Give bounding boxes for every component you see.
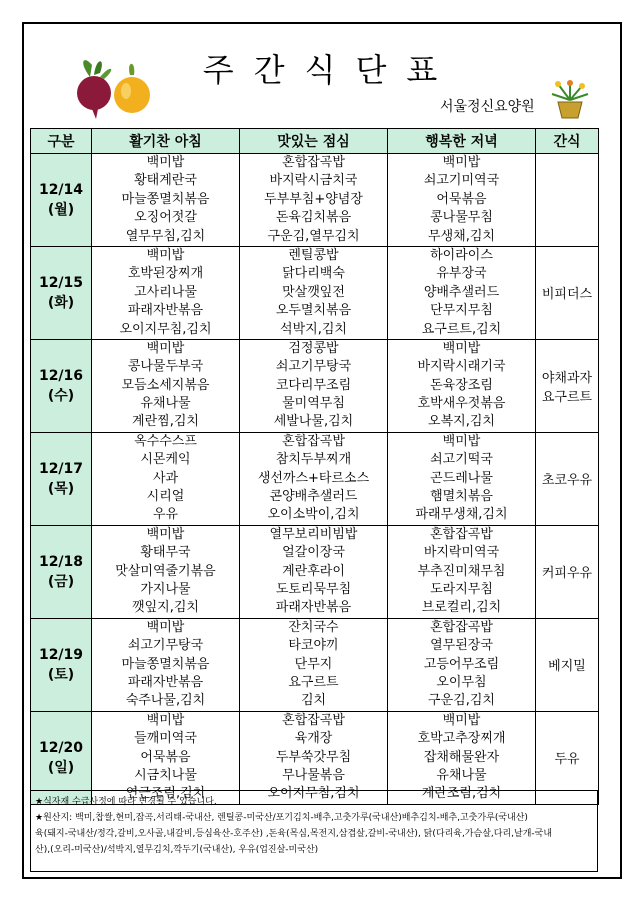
menu-item: 백미밥 xyxy=(146,155,185,170)
menu-item: 황태계란국 xyxy=(134,173,197,189)
menu-item: 파래자반볶음 xyxy=(127,674,204,690)
menu-item: 석박지,김치 xyxy=(280,321,347,337)
note-origin-line-1: ★원산지: 백미,찹쌀,현미,잡곡,서리태-국내산, 렌틸콩-미국산/포기김치-배추,고춧가루(국내산)배추김치-배추,고춧가루(국내산) xyxy=(35,813,528,823)
day-cell xyxy=(31,432,92,525)
menu-item: 오이소박이,김치 xyxy=(267,507,360,523)
table-row xyxy=(31,618,599,711)
menu-item: 숙주나물,김치 xyxy=(125,693,206,709)
menu-item: 오이무침 xyxy=(436,674,487,690)
menu-item: 단무지 xyxy=(294,656,333,672)
menu-item: 콩나물두부국 xyxy=(127,359,204,375)
dinner-cell xyxy=(388,432,536,525)
menu-item: 계란후라이 xyxy=(282,563,345,579)
menu-item: 도토리묵무침 xyxy=(275,581,352,597)
breakfast-cell xyxy=(92,525,240,618)
breakfast-cell xyxy=(92,618,240,711)
menu-item: 곤드레나물 xyxy=(430,470,493,486)
menu-item: 혼합잡곡밥 xyxy=(430,619,493,635)
breakfast-cell xyxy=(92,339,240,432)
menu-item: 두부부침+양념장 xyxy=(264,191,363,207)
day-date: 12/16 xyxy=(38,367,84,384)
day-cell xyxy=(31,339,92,432)
day-weekday: (화) xyxy=(47,294,75,311)
day-cell xyxy=(31,525,92,618)
menu-item: 잔치국수 xyxy=(288,619,339,635)
menu-item: 오두멸치볶음 xyxy=(275,303,352,319)
menu-item: 혼합잡곡밥 xyxy=(282,155,345,170)
snack-cell: 비피더스 xyxy=(536,246,599,339)
menu-item: 쇠고기무탕국 xyxy=(127,638,204,654)
table-header-row xyxy=(31,129,599,154)
menu-item: 백미밥 xyxy=(146,619,185,635)
dinner-cell xyxy=(388,618,536,711)
menu-item: 생선까스+타르소스 xyxy=(257,470,370,486)
weekly-menu-table xyxy=(30,128,599,805)
menu-item: 쇠고기떡국 xyxy=(430,452,493,468)
menu-item: 타코야끼 xyxy=(288,638,339,654)
snack-cell: 베지밀 xyxy=(536,618,599,711)
menu-item: 맛살미역줄기볶음 xyxy=(115,563,216,579)
potted-plant-illustration xyxy=(548,80,592,120)
vegetables-illustration xyxy=(70,55,160,120)
dinner-cell xyxy=(388,246,536,339)
lunch-cell xyxy=(240,339,388,432)
menu-item: 계란찜,김치 xyxy=(132,414,199,430)
menu-item: 하이라이스 xyxy=(430,247,493,263)
menu-item: 어묵볶음 xyxy=(140,749,191,765)
table-row xyxy=(31,525,599,618)
menu-item: 마늘쫑멸치볶음 xyxy=(121,656,210,672)
day-date: 12/15 xyxy=(38,274,84,291)
menu-item: 얼갈이장국 xyxy=(282,545,345,561)
menu-item: 콘양배추샐러드 xyxy=(269,489,358,505)
menu-item: 단무지무침 xyxy=(430,303,493,319)
menu-item: 호박된장찌개 xyxy=(127,266,204,282)
menu-item: 계란조림,김치 xyxy=(421,786,502,802)
menu-item: 백미밥 xyxy=(442,155,481,170)
menu-item: 열무보리비빔밥 xyxy=(269,526,358,542)
menu-item: 세발나물,김치 xyxy=(273,414,354,430)
menu-item: 햄멸치볶음 xyxy=(430,489,493,505)
menu-item: 육개장 xyxy=(294,731,333,747)
organization-name: 서울정신요양원 xyxy=(440,99,535,115)
menu-item: 쇠고기무탕국 xyxy=(275,359,352,375)
lunch-cell xyxy=(240,525,388,618)
snack-cell: 초코우유 xyxy=(536,432,599,525)
menu-item: 고사리나물 xyxy=(134,284,197,300)
snack-cell: 커피우유 xyxy=(536,525,599,618)
menu-item: 코다리무조림 xyxy=(275,377,352,393)
note-change-notice: ★식자재 수급사정에 따라 변경될 수 있습니다. xyxy=(35,797,217,807)
breakfast-cell xyxy=(92,154,240,247)
menu-item: 무생채,김치 xyxy=(428,228,495,244)
day-weekday: (월) xyxy=(47,201,75,218)
menu-item: 마늘쫑멸치볶음 xyxy=(121,191,210,207)
menu-item: 오징어젓갈 xyxy=(134,210,197,226)
menu-item: 혼합잡곡밥 xyxy=(430,526,493,542)
menu-item: 바지락시금치국 xyxy=(269,173,358,189)
menu-item: 고등어무조림 xyxy=(423,656,500,672)
lunch-cell xyxy=(240,154,388,247)
menu-item: 깻잎지,김치 xyxy=(132,600,199,616)
menu-item: 사과 xyxy=(152,470,179,486)
day-date: 12/17 xyxy=(38,460,84,477)
menu-item: 옥수수스프 xyxy=(134,433,197,449)
menu-item: 부추진미채무침 xyxy=(417,563,506,579)
day-cell xyxy=(31,618,92,711)
menu-item: 검정콩밥 xyxy=(288,340,339,356)
menu-item: 파래자반볶음 xyxy=(127,303,204,319)
menu-item: 쇠고기미역국 xyxy=(423,173,500,189)
column-header-lunch: 맛있는 점심 xyxy=(240,129,388,154)
menu-item: 모듬소세지볶음 xyxy=(121,377,210,393)
menu-item: 렌틸콩밥 xyxy=(288,247,339,263)
day-date: 12/14 xyxy=(38,181,84,198)
menu-item: 콩나물무침 xyxy=(430,210,493,226)
dinner-cell xyxy=(388,525,536,618)
dinner-cell xyxy=(388,339,536,432)
menu-item: 돈육김치볶음 xyxy=(275,210,352,226)
column-header-breakfast: 활기찬 아침 xyxy=(92,129,240,154)
menu-item: 오이지무침,김치 xyxy=(119,321,212,337)
menu-item: 시금치나물 xyxy=(134,767,197,783)
menu-item: 혼합잡곡밥 xyxy=(282,433,345,449)
menu-item: 시몬케익 xyxy=(140,452,191,468)
day-cell xyxy=(31,154,92,247)
note-origin-line-3: 산),(오리-미국산)/석박지,열무김치,깍두기(국내산), 우유(업진살-미국산) xyxy=(35,845,319,855)
menu-item: 도라지무침 xyxy=(430,581,493,597)
menu-item: 열무무침,김치 xyxy=(125,228,206,244)
menu-item: 두부쑥갓무침 xyxy=(275,749,352,765)
menu-item: 김치 xyxy=(300,693,327,709)
menu-item: 바지락미역국 xyxy=(423,545,500,561)
menu-item: 백미밥 xyxy=(442,340,481,356)
menu-item: 유부장국 xyxy=(436,266,487,282)
menu-item: 닭다리백숙 xyxy=(282,266,345,282)
menu-item: 백미밥 xyxy=(442,433,481,449)
menu-item: 들깨미역국 xyxy=(134,731,197,747)
menu-item: 참치두부찌개 xyxy=(275,452,352,468)
menu-item: 백미밥 xyxy=(146,340,185,356)
lunch-cell xyxy=(240,432,388,525)
menu-item: 백미밥 xyxy=(146,526,185,542)
menu-item: 잡채해물완자 xyxy=(423,749,500,765)
menu-item: 오이지무침,김치 xyxy=(267,786,360,802)
menu-item: 오복지,김치 xyxy=(428,414,495,430)
menu-item: 양배추샐러드 xyxy=(423,284,500,300)
menu-item: 물미역무침 xyxy=(282,396,345,412)
menu-item: 가지나물 xyxy=(140,581,191,597)
table-row xyxy=(31,246,599,339)
menu-item: 무나물볶음 xyxy=(282,767,345,783)
menu-item: 파래무생채,김치 xyxy=(415,507,508,523)
page-title: 주간식단표 xyxy=(202,51,458,89)
day-weekday: (수) xyxy=(47,387,75,404)
lunch-cell xyxy=(240,246,388,339)
day-weekday: (금) xyxy=(47,573,75,590)
snack-cell: 야채과자 요구르트 xyxy=(536,339,599,432)
notes-box xyxy=(30,790,598,872)
menu-item: 황태무국 xyxy=(140,545,191,561)
lunch-cell xyxy=(240,618,388,711)
menu-item: 요구르트 xyxy=(288,674,339,690)
menu-item: 맛살깻잎전 xyxy=(282,284,345,300)
column-header-dinner: 행복한 저녁 xyxy=(388,129,536,154)
column-header-snack: 간식 xyxy=(536,129,599,154)
day-date: 12/18 xyxy=(38,553,84,570)
menu-item: 시리얼 xyxy=(146,489,185,505)
breakfast-cell xyxy=(92,432,240,525)
table-row xyxy=(31,154,599,247)
menu-item: 우유 xyxy=(152,507,179,523)
menu-item: 호박새우젓볶음 xyxy=(417,396,506,412)
menu-item: 브로컬리,김치 xyxy=(421,600,502,616)
menu-item: 어묵볶음 xyxy=(436,191,487,207)
snack-cell: 두유 xyxy=(536,711,599,804)
table-row xyxy=(31,339,599,432)
dinner-cell xyxy=(388,154,536,247)
menu-item: 연근조림,김치 xyxy=(125,786,206,802)
menu-item: 호박고추장찌개 xyxy=(417,731,506,747)
menu-item: 유채나물 xyxy=(436,767,487,783)
menu-item: 유채나물 xyxy=(140,396,191,412)
menu-item: 백미밥 xyxy=(146,712,185,728)
menu-item: 바지락시래기국 xyxy=(417,359,506,375)
day-cell xyxy=(31,246,92,339)
menu-item: 구운김,열무김치 xyxy=(267,228,360,244)
menu-item: 구운김,김치 xyxy=(428,693,495,709)
menu-item: 열무된장국 xyxy=(430,638,493,654)
menu-item: 요구르트,김치 xyxy=(421,321,502,337)
day-date: 12/19 xyxy=(38,646,84,663)
day-date: 12/20 xyxy=(38,739,84,756)
menu-item: 백미밥 xyxy=(442,712,481,728)
menu-item: 파래자반볶음 xyxy=(275,600,352,616)
day-weekday: (목) xyxy=(47,480,75,497)
menu-item: 혼합잡곡밥 xyxy=(282,712,345,728)
column-header-category: 구분 xyxy=(31,129,92,154)
table-row xyxy=(31,432,599,525)
breakfast-cell xyxy=(92,246,240,339)
menu-item: 돈육장조림 xyxy=(430,377,493,393)
snack-cell xyxy=(536,154,599,247)
day-weekday: (토) xyxy=(47,666,75,683)
menu-item: 백미밥 xyxy=(146,247,185,263)
note-origin-line-2: 육(돼지-국내산/정각,갈비,오사골,내갈비,등심육산-호주산) ,돈육(목심,목전지,삼겹살,갈비-국내산), 닭(다리육,가슴살,다리,날개-국내 xyxy=(35,829,553,839)
day-weekday: (일) xyxy=(47,759,75,776)
